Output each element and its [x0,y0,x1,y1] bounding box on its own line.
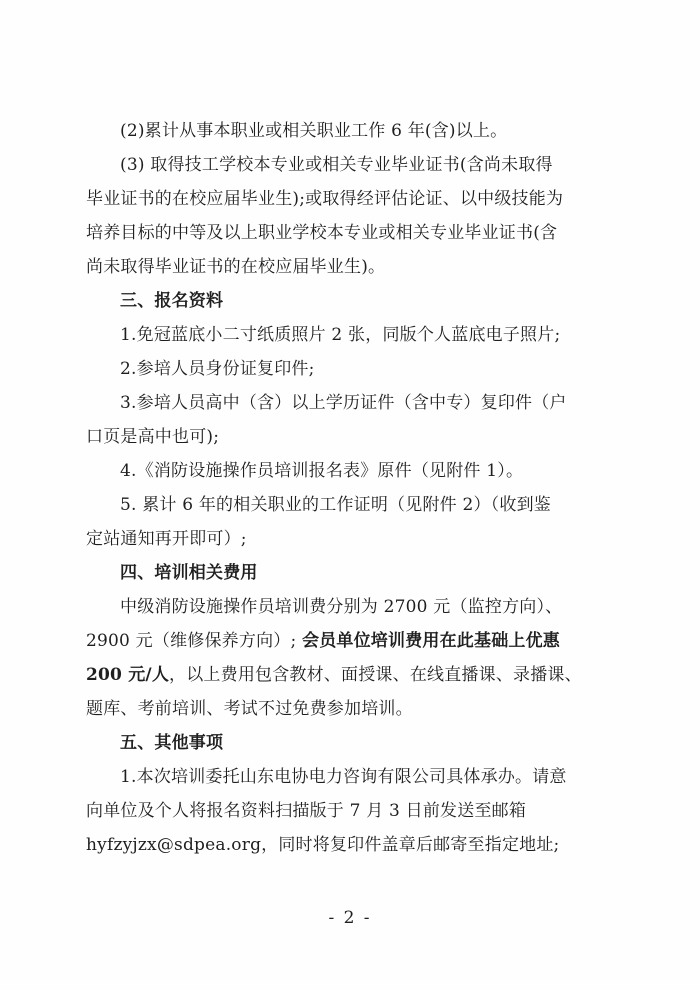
text-line [86,182,606,216]
text-segment: 尚未取得毕业证书的在校应届毕业生)。 [86,257,386,277]
text-segment: (3) 取得技工学校本专业或相关专业毕业证书(含尚未取得 [120,155,553,175]
text-segment: 三、报名资料 [120,291,224,311]
text-segment: 口页是高中也可); [86,427,220,447]
text-line [86,794,606,828]
text-line [86,114,606,148]
text-segment: 4.《消防设施操作员培训报名表》原件（见附件 1）。 [120,461,524,481]
text-segment: 2.参培人员身份证复印件; [120,359,315,379]
text-segment: hyfzyjzx@sdpea.org，同时将复印件盖章后邮寄至指定地址; [86,835,560,855]
text-segment: 2900 元（维修保养方向）; [86,631,302,651]
text-segment: 1.免冠蓝底小二寸纸质照片 2 张，同版个人蓝底电子照片; [120,325,561,345]
text-line [86,692,606,726]
document-body [86,114,606,862]
text-line [86,522,606,556]
text-line [86,148,606,182]
text-line [86,318,606,352]
section-heading [86,556,606,590]
text-segment: 培养目标的中等及以上职业学校本专业或相关专业毕业证书(含 [86,223,558,243]
text-line [86,590,606,624]
text-segment: 向单位及个人将报名资料扫描版于 7 月 3 日前发送至邮箱 [86,801,527,821]
text-line [86,658,606,692]
text-line [86,250,606,284]
text-segment: 定站通知再开即可）; [86,529,247,549]
text-line [86,828,606,862]
text-segment: 四、培训相关费用 [120,563,258,583]
text-line [86,488,606,522]
text-segment: ，以上费用包含教材、面授课、在线直播课、录播课、 [169,665,582,685]
text-segment: 中级消防设施操作员培训费分别为 2700 元（监控方向）、 [120,597,563,617]
bold-text-segment: 200 元/人 [86,665,170,685]
text-segment: 五、其他事项 [120,733,224,753]
text-line [86,386,606,420]
section-heading [86,284,606,318]
text-line [86,760,606,794]
text-segment: 5. 累计 6 年的相关职业的工作证明（见附件 2）（收到鉴 [120,495,551,515]
text-segment: 1.本次培训委托山东电协电力咨询有限公司具体承办。请意 [120,767,567,787]
text-segment: 3.参培人员高中（含）以上学历证件（含中专）复印件（户 [120,393,567,413]
text-segment: 题库、考前培训、考试不过免费参加培训。 [86,699,413,719]
text-line [86,420,606,454]
section-heading [86,726,606,760]
bold-text-segment: 会员单位培训费用在此基础上优惠 [302,631,560,651]
text-segment: (2)累计从事本职业或相关职业工作 6 年(含)以上。 [120,121,508,141]
page-number: - 2 - [328,908,372,928]
text-line [86,352,606,386]
text-line [86,216,606,250]
text-line [86,454,606,488]
text-segment: 毕业证书的在校应届毕业生);或取得经评估论证、以中级技能为 [86,189,564,209]
text-line [86,624,606,658]
